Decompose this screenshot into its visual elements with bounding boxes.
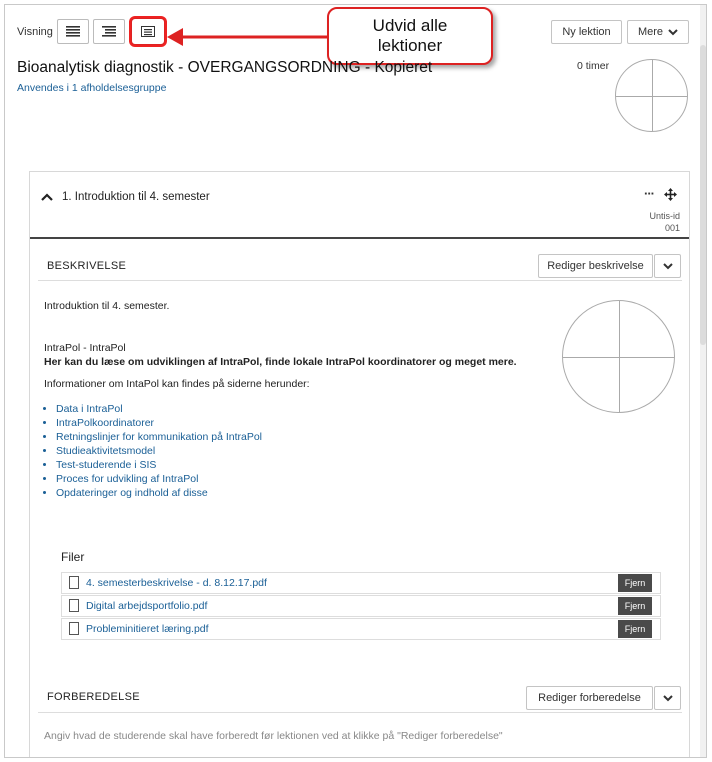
preparation-placeholder: Angiv hvad de studerende skal have forberedt før lektionen ved at klikke på "Rediger forberedelse" [44, 730, 503, 742]
list-compact-icon [66, 26, 80, 37]
lesson-header [30, 172, 689, 239]
edit-description-button[interactable] [538, 254, 653, 278]
file-row[interactable] [61, 572, 661, 594]
list-item[interactable]: • Test-studerende i SIS [56, 458, 262, 472]
view-indented-button[interactable] [93, 19, 125, 44]
description-heading: BESKRIVELSE [47, 260, 127, 272]
chevron-down-icon [663, 263, 673, 270]
description-toggle-button[interactable] [654, 254, 681, 278]
lesson-card [29, 171, 690, 758]
new-lesson-button[interactable] [551, 20, 622, 44]
new-lesson-label: Ny lektion [562, 26, 611, 38]
view-compact-button[interactable] [57, 19, 89, 44]
list-item[interactable]: • Opdateringer og indhold af disse [56, 486, 262, 500]
list-indented-icon [102, 26, 116, 37]
app-window [4, 4, 707, 758]
more-label: Mere [637, 26, 664, 38]
description-pie-chart [562, 300, 675, 413]
file-row[interactable] [61, 618, 661, 640]
chevron-down-icon [663, 695, 673, 702]
intrapol-line: IntraPol - IntraPol [44, 342, 126, 354]
edit-preparation-label: Rediger forberedelse [538, 692, 641, 704]
scrollbar-thumb[interactable] [700, 45, 706, 345]
annotation-callout [327, 7, 493, 65]
page-title: Bioanalytisk diagnostik - OVERGANGSORDNING - Kopieret [17, 59, 433, 76]
intrapol-bold-line: Her kan du læse om udviklingen af IntraPol, finde lokale IntraPol koordinatorer og meget mere. [44, 356, 517, 368]
file-row[interactable] [61, 595, 661, 617]
edit-description-label: Rediger beskrivelse [547, 260, 644, 272]
list-item[interactable]: • IntraPolkoordinatorer [56, 416, 262, 430]
file-name[interactable]: Digital arbejdsportfolio.pdf [86, 600, 208, 612]
more-button[interactable] [627, 20, 689, 44]
file-icon [69, 622, 79, 635]
file-list [61, 572, 661, 644]
callout-line-1: Udvid alle [372, 16, 448, 36]
scrollbar[interactable] [700, 5, 706, 757]
intrapol-link-list [44, 402, 262, 500]
list-item[interactable]: • Proces for udvikling af IntraPol [56, 472, 262, 486]
file-icon [69, 599, 79, 612]
callout-line-2: lektioner [377, 36, 443, 55]
hours-pie-chart [615, 59, 688, 132]
file-icon [69, 576, 79, 589]
file-name[interactable]: Probleminitieret læring.pdf [86, 623, 209, 635]
arrow-left-icon [165, 25, 331, 49]
untis-id-value: 001 [664, 223, 680, 233]
list-item[interactable]: • Studieaktivitetsmodel [56, 444, 262, 458]
description-intro: Introduktion til 4. semester. [44, 300, 170, 312]
info-line: Informationer om IntaPol kan findes på siderne herunder: [44, 378, 310, 390]
list-item[interactable]: • Data i IntraPol [56, 402, 262, 416]
view-expanded-button[interactable] [131, 18, 165, 45]
list-item[interactable]: • Retningslinjer for kommunikation på IntraPol [56, 430, 262, 444]
lesson-title[interactable]: 1. Introduktion til 4. semester [62, 191, 210, 203]
preparation-toggle-button[interactable] [654, 686, 681, 710]
move-handle-icon[interactable] [664, 188, 677, 201]
preparation-heading: FORBEREDELSE [47, 691, 140, 703]
list-expanded-icon [141, 26, 155, 37]
edit-preparation-button[interactable] [526, 686, 653, 710]
remove-file-button[interactable]: Fjern [618, 597, 652, 615]
hours-label: 0 timer [577, 60, 610, 72]
usage-link[interactable]: Anvendes i 1 afholdelsesgruppe [17, 82, 167, 94]
chevron-down-icon [668, 29, 678, 36]
files-heading: Filer [61, 550, 85, 564]
untis-id-label: Untis-id [649, 211, 680, 221]
view-label: Visning [17, 26, 53, 38]
ellipsis-menu-icon[interactable]: ··· [644, 186, 654, 201]
remove-file-button[interactable]: Fjern [618, 620, 652, 638]
divider [38, 280, 682, 281]
chevron-up-icon[interactable] [41, 193, 53, 201]
remove-file-button[interactable]: Fjern [618, 574, 652, 592]
file-name[interactable]: 4. semesterbeskrivelse - d. 8.12.17.pdf [86, 577, 267, 589]
divider [38, 712, 682, 713]
